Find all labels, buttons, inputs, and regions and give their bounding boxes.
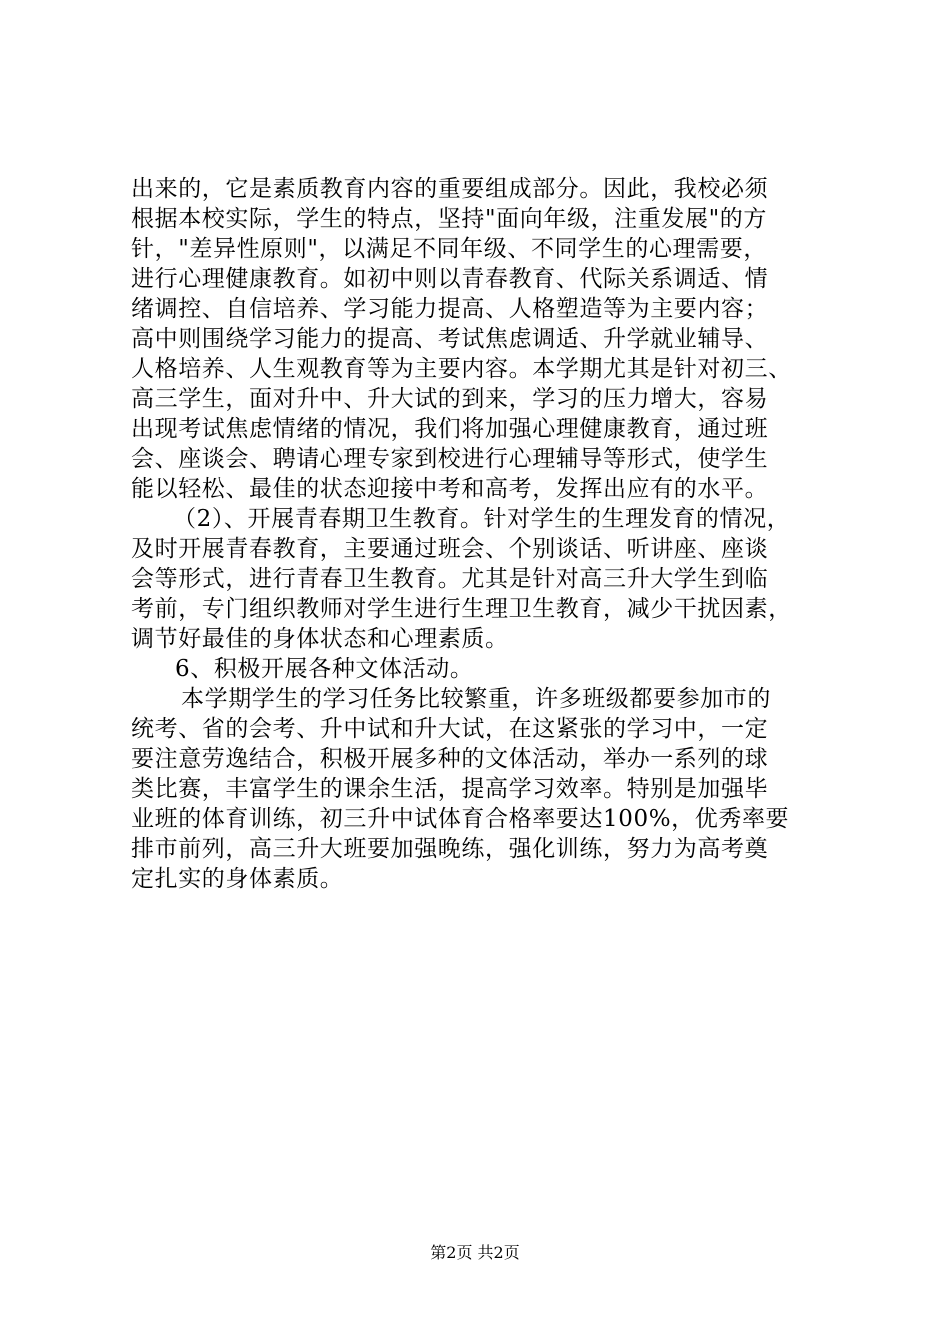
text-line: 出现考试焦虑情绪的情况，我们将加强心理健康教育，通过班 (131, 416, 769, 442)
text-line: 会、座谈会、聘请心理专家到校进行心理辅导等形式，使学生 (131, 446, 769, 472)
text-line: 能以轻松、最佳的状态迎接中考和高考，发挥出应有的水平。 (131, 476, 769, 502)
text-line: 排市前列，高三升大班要加强晚练，强化训练，努力为高考奠 (131, 836, 769, 862)
text-line: 定扎实的身体素质。 (131, 866, 344, 892)
section-heading: 6、积极开展各种文体活动。 (175, 656, 474, 682)
text-line: 绪调控、自信培养、学习能力提高、人格塑造等为主要内容； (131, 296, 769, 322)
text-line: 业班的体育训练，初三升中试体育合格率要达100%，优秀率要 (131, 806, 790, 832)
text-line: 考前，专门组织教师对学生进行生理卫生教育，减少干扰因素， (131, 596, 792, 622)
text-line: 针，"差异性原则"，以满足不同年级、不同学生的心理需要， (131, 236, 767, 262)
text-line: 会等形式，进行青春卫生教育。尤其是针对高三升大学生到临 (131, 566, 769, 592)
text-line: 出来的，它是素质教育内容的重要组成部分。因此，我校必须 (131, 176, 769, 202)
page-footer: 第2页 共2页 (430, 1243, 520, 1262)
text-line: 统考、省的会考、升中试和升大试，在这紧张的学习中，一定 (131, 716, 769, 742)
text-line: 要注意劳逸结合，积极开展多种的文体活动，举办一系列的球 (131, 746, 769, 772)
text-line: 调节好最佳的身体状态和心理素质。 (131, 626, 509, 652)
body-text (131, 174, 831, 894)
text-line: 及时开展青春教育，主要通过班会、个别谈话、听讲座、座谈 (131, 536, 769, 562)
text-line: 高三学生，面对升中、升大试的到来，学习的压力增大，容易 (131, 386, 769, 412)
text-line: 进行心理健康教育。如初中则以青春教育、代际关系调适、情 (131, 266, 769, 292)
text-line: 人格培养、人生观教育等为主要内容。本学期尤其是针对初三、 (131, 356, 792, 382)
text-line: 高中则围绕学习能力的提高、考试焦虑调适、升学就业辅导、 (131, 326, 769, 352)
text-line: 根据本校实际，学生的特点，坚持"面向年级，注重发展"的方 (131, 206, 767, 232)
text-line: （2）、开展青春期卫生教育。针对学生的生理发育的情况， (173, 506, 791, 532)
text-line: 本学期学生的学习任务比较繁重，许多班级都要参加市的 (181, 686, 771, 712)
text-line: 类比赛，丰富学生的课余生活，提高学习效率。特别是加强毕 (131, 776, 769, 802)
